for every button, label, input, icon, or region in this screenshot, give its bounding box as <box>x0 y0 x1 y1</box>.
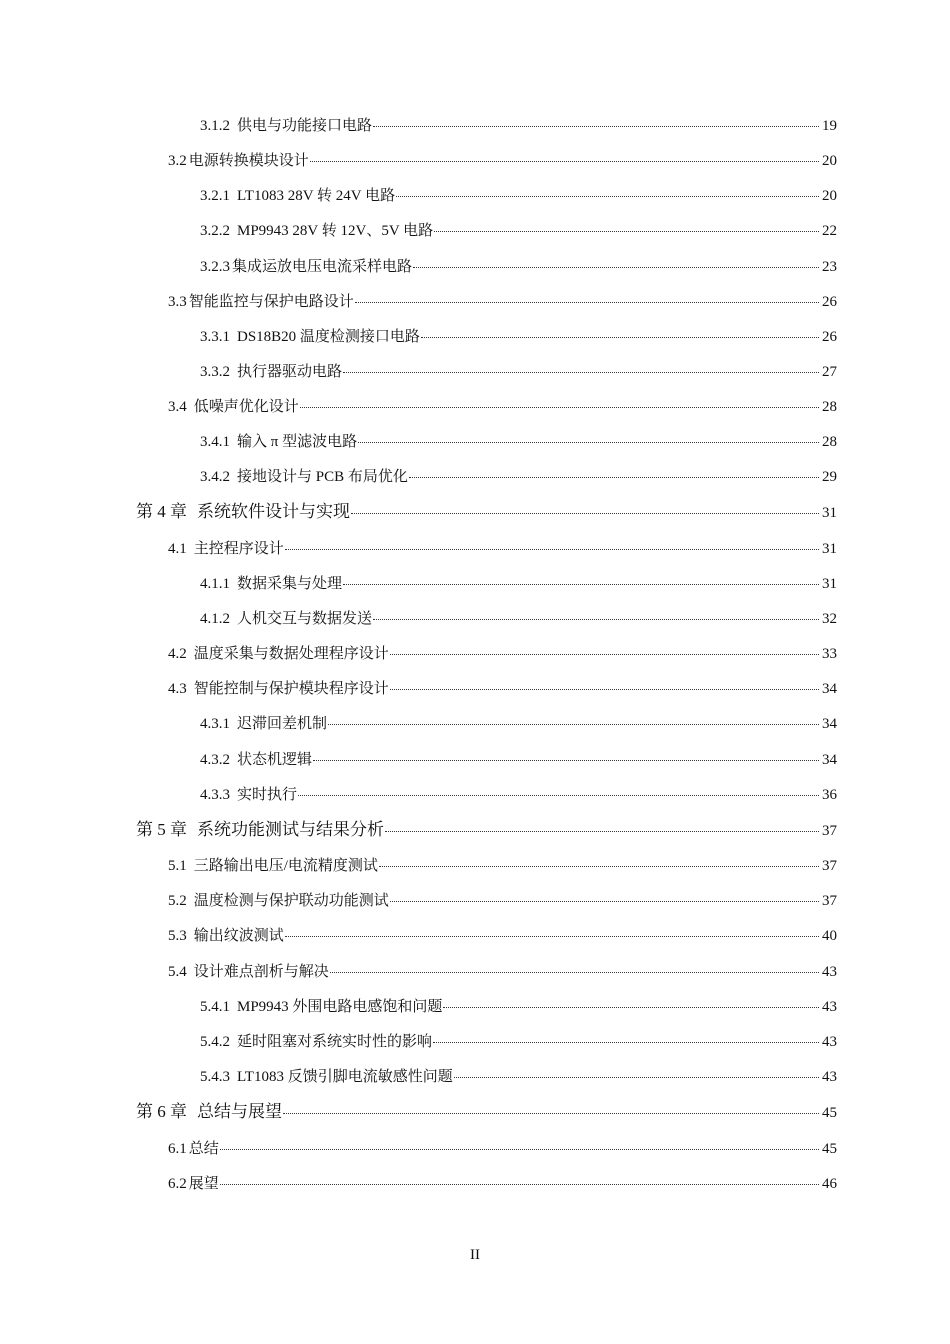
dot-leader <box>409 477 819 478</box>
toc-entry-title: MP9943 28V 转 12V、5V 电路 <box>237 223 434 239</box>
dot-leader <box>396 196 819 197</box>
toc-entry-title: 低噪声优化设计 <box>193 399 299 415</box>
toc-entry-number: 3.4.1 <box>200 434 230 450</box>
toc-entry-page: 32 <box>822 611 837 627</box>
toc-entry-page: 46 <box>822 1176 837 1192</box>
toc-entry-title: 设计难点剖析与解决 <box>193 964 329 980</box>
toc-entry-4-2[interactable] <box>168 644 837 664</box>
toc-entry-page: 43 <box>822 964 837 980</box>
dot-leader <box>421 337 819 338</box>
dot-leader <box>313 760 819 761</box>
toc-entry-3-4[interactable] <box>168 397 837 417</box>
toc-entry-title: 智能控制与保护模块程序设计 <box>193 681 389 697</box>
toc-entry-page: 31 <box>822 576 837 592</box>
toc-entry-number: 第 4 章 <box>136 502 187 521</box>
dot-leader <box>390 654 819 655</box>
toc-entry-4-1[interactable] <box>168 539 837 559</box>
dot-leader <box>343 372 819 373</box>
toc-entry-title: 执行器驱动电路 <box>237 364 343 380</box>
toc-entry-page: 37 <box>822 893 837 909</box>
toc-entry-number: 3.2.1 <box>200 188 230 204</box>
toc-entry-3-4-1[interactable] <box>200 432 837 452</box>
toc-entry-title: 总结 <box>188 1141 219 1157</box>
toc-entry-3-2-3[interactable] <box>200 257 837 277</box>
dot-leader <box>220 1184 819 1185</box>
toc-entry-title: 系统功能测试与结果分析 <box>197 820 384 839</box>
dot-leader <box>285 549 819 550</box>
toc-entry-number: 4.3.1 <box>200 716 230 732</box>
toc-entry-title: LT1083 28V 转 24V 电路 <box>237 188 396 204</box>
toc-entry-number: 5.4.2 <box>200 1034 230 1050</box>
toc-entry-3-3-1[interactable] <box>200 327 837 347</box>
toc-entry-title: 迟滞回差机制 <box>237 716 328 732</box>
toc-entry-title: 展望 <box>188 1176 219 1192</box>
dot-leader <box>298 795 819 796</box>
dot-leader <box>330 972 819 973</box>
toc-entry-title: 实时执行 <box>237 787 298 803</box>
toc-entry-4-1-2[interactable] <box>200 609 837 629</box>
toc-entry-page: 34 <box>822 752 837 768</box>
toc-entry-number: 3.4.2 <box>200 469 230 485</box>
toc-entry-chapter-4[interactable] <box>136 502 837 522</box>
toc-entry-number: 6.2 <box>168 1176 187 1192</box>
toc-entry-page: 20 <box>822 153 837 169</box>
toc-entry-chapter-5[interactable] <box>136 820 837 840</box>
toc-entry-number: 3.4 <box>168 399 187 415</box>
toc-entry-number: 4.1 <box>168 541 187 557</box>
toc-entry-number: 4.3.2 <box>200 752 230 768</box>
toc-entry-page: 20 <box>822 188 837 204</box>
toc-entry-3-2[interactable] <box>168 151 837 171</box>
toc-entry-5-4-1[interactable] <box>200 997 837 1017</box>
toc-entry-number: 5.2 <box>168 893 187 909</box>
toc-entry-title: 三路输出电压/电流精度测试 <box>193 858 378 874</box>
dot-leader <box>413 267 819 268</box>
toc-entry-page: 33 <box>822 646 837 662</box>
toc-entry-title: 主控程序设计 <box>193 541 284 557</box>
dot-leader <box>283 1113 819 1114</box>
toc-entry-title: 供电与功能接口电路 <box>237 118 373 134</box>
dot-leader <box>351 513 819 514</box>
toc-entry-page: 28 <box>822 399 837 415</box>
dot-leader <box>285 936 819 937</box>
toc-entry-page: 22 <box>822 223 837 239</box>
toc-entry-3-4-2[interactable] <box>200 467 837 487</box>
toc-entry-page: 43 <box>822 999 837 1015</box>
toc-entry-page: 29 <box>822 469 837 485</box>
toc-entry-4-3[interactable] <box>168 679 837 699</box>
toc-entry-page: 34 <box>822 681 837 697</box>
dot-leader <box>373 126 819 127</box>
toc-entry-5-4-2[interactable] <box>200 1032 837 1052</box>
toc-entry-page: 36 <box>822 787 837 803</box>
dot-leader <box>434 231 819 232</box>
dot-leader <box>390 901 819 902</box>
toc-entry-title: 数据采集与处理 <box>237 576 343 592</box>
toc-entry-page: 43 <box>822 1069 837 1085</box>
toc-entry-number: 4.3.3 <box>200 787 230 803</box>
toc-entry-5-4[interactable] <box>168 962 837 982</box>
toc-entry-chapter-6[interactable] <box>136 1102 837 1122</box>
toc-entry-5-1[interactable] <box>168 856 837 876</box>
toc-entry-page: 26 <box>822 329 837 345</box>
toc-entry-number: 3.2.2 <box>200 223 230 239</box>
toc-entry-title: 电源转换模块设计 <box>188 153 309 169</box>
toc-entry-page: 45 <box>822 1141 837 1157</box>
toc-entry-page: 40 <box>822 928 837 944</box>
toc-entry-page: 26 <box>822 294 837 310</box>
toc-entry-number: 4.1.2 <box>200 611 230 627</box>
toc-entry-title: MP9943 外围电路电感饱和问题 <box>237 999 443 1015</box>
toc-entry-title: 输入 π 型滤波电路 <box>237 434 358 450</box>
toc-entry-page: 45 <box>822 1105 837 1121</box>
toc-entry-number: 第 6 章 <box>136 1102 187 1121</box>
toc-entry-page: 31 <box>822 505 837 521</box>
toc-entry-title: 系统软件设计与实现 <box>197 502 350 521</box>
toc-entry-page: 37 <box>822 823 837 839</box>
toc-entry-page: 28 <box>822 434 837 450</box>
toc-entry-3-3[interactable] <box>168 292 837 312</box>
toc-entry-title: 集成运放电压电流采样电路 <box>232 259 413 275</box>
toc-entry-4-1-1[interactable] <box>200 574 837 594</box>
toc-entry-page: 43 <box>822 1034 837 1050</box>
toc-entry-5-2[interactable] <box>168 891 837 911</box>
toc-entry-title: 延时阻塞对系统实时性的影响 <box>237 1034 433 1050</box>
toc-entry-title: LT1083 反馈引脚电流敏感性问题 <box>237 1069 453 1085</box>
dot-leader <box>300 407 819 408</box>
dot-leader <box>379 866 819 867</box>
dot-leader <box>390 689 819 690</box>
toc-entry-number: 3.3.2 <box>200 364 230 380</box>
dot-leader <box>328 724 819 725</box>
toc-entry-number: 4.1.1 <box>200 576 230 592</box>
toc-entry-page: 31 <box>822 541 837 557</box>
toc-entry-title: 接地设计与 PCB 布局优化 <box>237 469 408 485</box>
dot-leader <box>443 1007 819 1008</box>
toc-entry-title: DS18B20 温度检测接口电路 <box>237 329 420 345</box>
toc-entry-page: 23 <box>822 259 837 275</box>
toc-entry-number: 3.2 <box>168 153 187 169</box>
toc-entry-page: 34 <box>822 716 837 732</box>
toc-entry-page: 19 <box>822 118 837 134</box>
dot-leader <box>385 831 819 832</box>
toc-entry-number: 3.1.2 <box>200 118 230 134</box>
toc-entry-title: 输出纹波测试 <box>193 928 284 944</box>
toc-entry-number: 第 5 章 <box>136 820 187 839</box>
page-number: II <box>470 1247 480 1263</box>
toc-entry-4-3-1[interactable] <box>200 714 837 734</box>
toc-entry-number: 4.3 <box>168 681 187 697</box>
toc-entry-number: 5.1 <box>168 858 187 874</box>
dot-leader <box>220 1149 819 1150</box>
dot-leader <box>433 1042 819 1043</box>
toc-entry-3-2-2[interactable] <box>200 221 837 241</box>
toc-entry-4-3-2[interactable] <box>200 750 837 770</box>
toc-entry-3-1-2[interactable] <box>200 116 837 136</box>
toc-entry-6-1[interactable] <box>168 1139 837 1159</box>
toc-entry-title: 状态机逻辑 <box>237 752 313 768</box>
toc-entry-5-4-3[interactable] <box>200 1067 837 1087</box>
toc-entry-number: 5.3 <box>168 928 187 944</box>
toc-entry-title: 智能监控与保护电路设计 <box>188 294 354 310</box>
toc-entry-number: 5.4 <box>168 964 187 980</box>
dot-leader <box>373 619 819 620</box>
toc-entry-6-2[interactable] <box>168 1174 837 1194</box>
toc-entry-number: 3.3.1 <box>200 329 230 345</box>
dot-leader <box>343 584 819 585</box>
toc-entry-title: 总结与展望 <box>197 1102 282 1121</box>
dot-leader <box>355 302 819 303</box>
dot-leader <box>310 161 819 162</box>
toc-entry-number: 5.4.1 <box>200 999 230 1015</box>
toc-entry-number: 3.3 <box>168 294 187 310</box>
toc-entry-4-3-3[interactable] <box>200 785 837 805</box>
dot-leader <box>358 442 819 443</box>
toc-entry-title: 人机交互与数据发送 <box>237 611 373 627</box>
toc-entry-page: 37 <box>822 858 837 874</box>
toc-entry-title: 温度采集与数据处理程序设计 <box>193 646 389 662</box>
toc-entry-number: 5.4.3 <box>200 1069 230 1085</box>
toc-entry-3-2-1[interactable] <box>200 186 837 206</box>
toc-entry-3-3-2[interactable] <box>200 362 837 382</box>
toc-entry-title: 温度检测与保护联动功能测试 <box>193 893 389 909</box>
toc-entry-number: 4.2 <box>168 646 187 662</box>
toc-entry-number: 3.2.3 <box>200 259 230 275</box>
dot-leader <box>454 1077 819 1078</box>
toc-entry-page: 27 <box>822 364 837 380</box>
toc-entry-5-3[interactable] <box>168 926 837 946</box>
toc-entry-number: 6.1 <box>168 1141 187 1157</box>
